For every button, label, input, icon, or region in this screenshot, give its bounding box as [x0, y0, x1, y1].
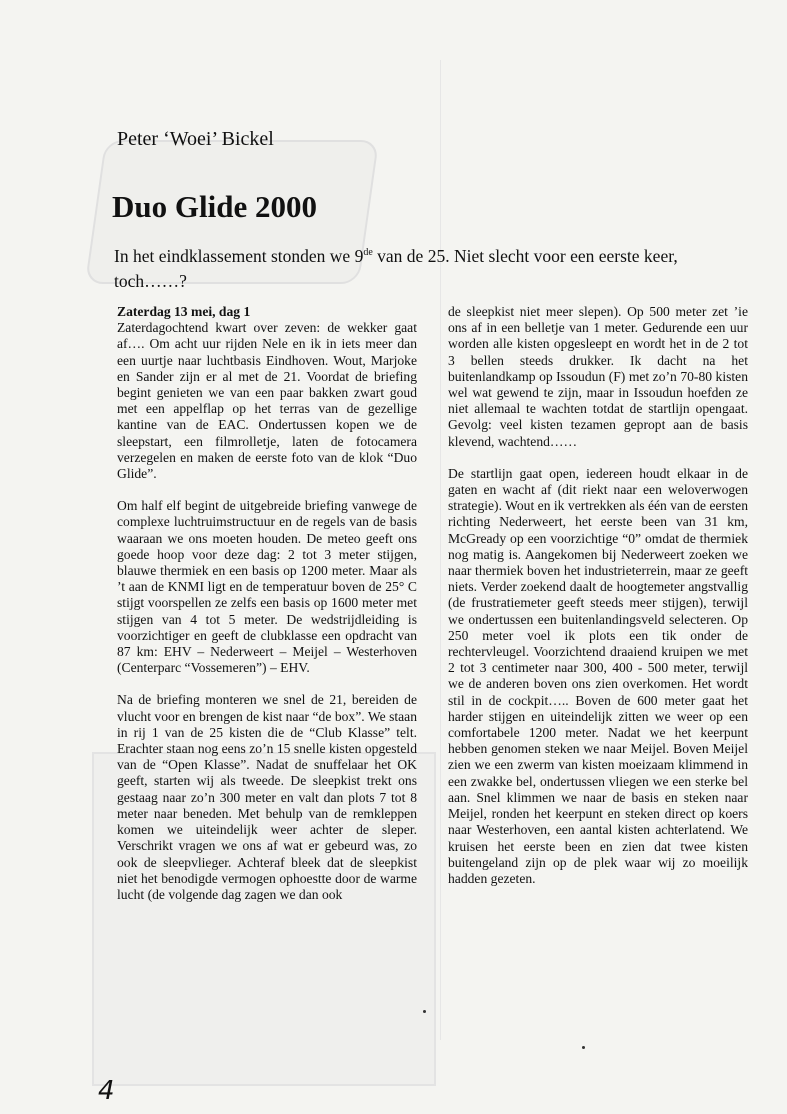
intro-superscript: de [363, 247, 373, 258]
paragraph: Na de briefing monteren we snel de 21, bereiden de vlucht voor en brengen de kist naar “de box”. We staan in rij 1 van de 25 kisten die de “Club Klasse” telt. Erachter staan nog eens zo’n 15 snelle kisten opgesteld van de “Open Klasse”. Nadat de snuffelaar het OK geeft, starten wij als tweede. De sleepkist trekt ons gestaag naar zo’n 300 meter en valt dan plots 7 tot 8 meter naar beneden. Met behulp van de remkleppen komen we uiteindelijk weer achter de sleper. Verschrikt vragen we ons af wat er gebeurd was, zo ook de sleepvlieger. Achteraf bleek dat de sleepkist niet het benodigde vermogen ophoestte door de warme lucht (de volgende dag zagen we dan ook [117, 692, 417, 902]
article-title: Duo Glide 2000 [112, 189, 317, 224]
paragraph: Om half elf begint de uitgebreide briefing vanwege de complexe luchtruimstructuur en de regels van de basis waaraan we ons moeten houden. De meteo geeft ons goede hoop voor deze dag: 2 tot 3 meter stijgen, blauwe thermiek en een basis op 1200 meter. Maar als ’t aan de KNMI ligt en de temperatuur boven de 25° C stijgt voorspellen ze zelfs een basis op 1600 meter met stijgen van 4 tot 5 meter. De wedstrijdleiding is voorzichtiger en geeft de clubklasse een opdracht van 87 km: EHV – Nederweert – Meijel – Westerhoven (Centerparc “Vossemeren”) – EHV. [117, 498, 417, 676]
scan-speck [423, 1010, 426, 1013]
day-heading: Zaterdag 13 mei, dag 1 [117, 304, 251, 319]
paragraph: Zaterdagochtend kwart over zeven: de wekker gaat af…. Om acht uur rijden Nele en ik in iets meer dan een uurtje naar luchtbasis Eindhoven. Wout, Marjoke en Sander zijn er al met de 21. Voordat de briefing begint genieten we van een paar bakken zwart goud met een appelflap op het terras van de gezellige kantine van de EAC. Ondertussen kopen we de sleepstart, een filmrolletje, laten de fotocamera verzegelen en maken de eerste foto van de klok “Duo Glide”. [117, 320, 417, 482]
page-number: 4 [98, 1076, 115, 1106]
article-author: Peter ‘Woei’ Bickel [117, 128, 274, 150]
intro-text-end: van de 25. Niet slecht voor een eerste keer, toch……? [114, 245, 678, 291]
intro-text-start: In het eindklassement stonden we 9 [114, 245, 364, 266]
paragraph: De startlijn gaat open, iedereen houdt elkaar in de gaten en wacht af (dit riekt naar een weloverwogen strategie). Wout en ik vertrekken als één van de eersten richting Nederweert, het eerste been van 31 km, McGready op een voorzichtige “0” omdat de thermiek nog matig is. Aangekomen bij Nederweert zoeken we naar thermiek boven het industrieterrein, maar ze geeft niets. Verder zoekend daalt de hoogtemeter angstvallig (de frustratiemeter geeft steeds meer stijgen), terwijl we ondertussen een buitenlandingsveld selecteren. Op 250 meter voel ik plots een tik onder de rechtervleugel. Voorzichtend draaiend kruipen we met 2 tot 3 centimeter naar 300, 400 - 500 meter, terwijl we de anderen boven ons zien overkomen. Het wordt stil in de cockpit….. Boven de 600 meter gaat het harder stijgen en uiteindelijk zitten we weer op een comfortabele 1200 meter. Nadat we het keerpunt hebben genomen steken we naar Meijel. Boven Meijel zien we een zwerm van kisten moeizaam klimmend in een zwakke bel, ondertussen vliegen we een sterke bel aan. Snel klimmen we naar de basis en steken naar Meijel, ronden het keerpunt en steken direct op koers naar Westerhoven, een aantal kisten achterlatend. We kruisen het eerste been en zien dat twee kisten buitengeland zijn op de plek waar wij zo moeilijk hadden gezeten. [448, 465, 748, 886]
article-intro [114, 240, 714, 294]
left-column [117, 304, 417, 919]
right-column [448, 304, 748, 903]
scan-speck [582, 1046, 585, 1049]
paragraph: de sleepkist niet meer slepen). Op 500 meter zet ’ie ons af in een belletje van 1 meter. Gedurende een uur worden alle kisten opgesleept en wordt het in de 2 tot 3 bellen steeds drukker. Ik dacht na het buitenlandkamp op Issoudun (F) met zo’n 70-80 kisten wel wat gewend te zijn, maar in Issoudun hoefden ze niet allemaal te wachten totdat de startlijn opengaat. Gevolg: veel kisten tezamen gepropt aan de basis klevend, wachtend…… [448, 304, 748, 449]
